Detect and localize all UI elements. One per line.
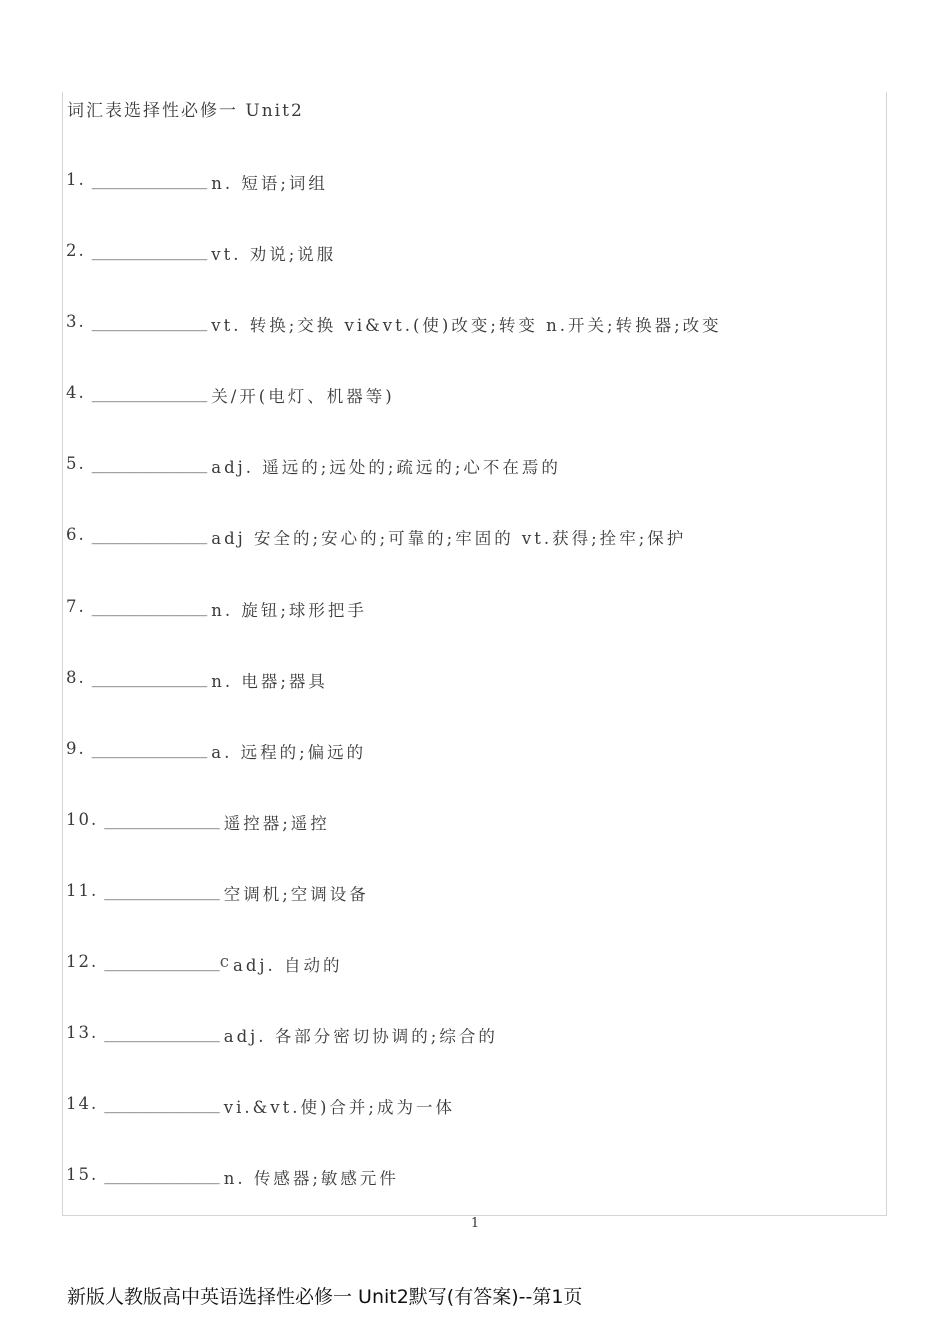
item-number: 9. (66, 738, 86, 758)
answer-blank: ______________ (91, 170, 208, 189)
answer-blank: ______________ (104, 1165, 220, 1185)
list-item (66, 952, 722, 1023)
list-item (66, 668, 722, 739)
vocab-list (66, 170, 722, 1236)
list-item (66, 739, 722, 810)
answer-blank: ______________ (104, 809, 220, 829)
item-number: 6. (66, 525, 86, 545)
answer-blank: ______________ (91, 454, 208, 474)
list-item (66, 881, 722, 952)
list-item (66, 454, 722, 525)
list-item (66, 1023, 722, 1094)
list-item (66, 597, 722, 668)
item-definition: n. 旋钮;球形把手 (211, 600, 367, 620)
list-item (66, 312, 722, 383)
answer-blank: ______________ (91, 312, 208, 332)
item-definition: vt. 劝说;说服 (211, 245, 337, 265)
answer-blank: ______________ (104, 880, 220, 900)
page-number: 1 (470, 1216, 480, 1231)
item-definition: n. 短语;词组 (211, 174, 328, 193)
answer-blank: ______________ (91, 667, 208, 687)
list-item (66, 241, 722, 312)
item-number: 13. (66, 1023, 99, 1043)
answer-blank: ______________ (91, 241, 208, 261)
item-definition: adj. 遥远的;远处的;疏远的;心不在焉的 (211, 458, 561, 478)
answer-blank: ______________ (104, 1094, 220, 1114)
item-definition: n. 电器;器具 (211, 671, 328, 691)
item-number: 10. (66, 809, 99, 829)
item-definition: vi.&vt.使)合并;成为一体 (223, 1098, 455, 1118)
item-number: 14. (66, 1094, 99, 1114)
list-item (66, 383, 722, 454)
item-number: 8. (66, 667, 86, 687)
item-definition: 空调机;空调设备 (223, 884, 369, 904)
item-number: 5. (66, 454, 86, 474)
item-definition: n. 传感器;敏感元件 (223, 1169, 399, 1189)
item-definition: 关/开(电灯、机器等) (211, 387, 395, 407)
item-number: 3. (66, 312, 86, 332)
list-item (66, 170, 722, 241)
list-item (66, 525, 722, 596)
item-number: 4. (66, 383, 86, 403)
item-number: 12. (66, 952, 99, 972)
answer-blank: ______________ (91, 525, 208, 545)
item-number: 11. (66, 880, 99, 900)
list-item (66, 1094, 722, 1165)
item-definition: 遥控器;遥控 (223, 813, 330, 833)
item-number: 15. (66, 1165, 99, 1185)
footer-title: 新版人教版高中英语选择性必修一 Unit2默写(有答案)--第1页 (67, 1286, 583, 1308)
answer-blank: ______________ (91, 738, 208, 758)
item-definition: vt. 转换;交换 vi&vt.(使)改变;转变 n.开关;转换器;改变 (211, 316, 722, 336)
item-definition: a. 远程的;偏远的 (211, 742, 367, 762)
answer-blank: ______________c (104, 952, 229, 972)
answer-blank: ______________ (104, 1023, 220, 1043)
item-definition: adj. 各部分密切协调的;综合的 (223, 1027, 498, 1047)
item-number: 2. (66, 241, 86, 261)
answer-blank: ______________ (91, 596, 208, 616)
answer-blank: ______________ (91, 383, 208, 403)
item-definition: adj 安全的;安心的;可靠的;牢固的 vt.获得;拴牢;保护 (211, 529, 687, 549)
item-definition: adj. 自动的 (233, 956, 343, 976)
document-title: 词汇表选择性必修一 Unit2 (67, 101, 304, 121)
item-number: 1. (66, 170, 86, 189)
item-number: 7. (66, 596, 86, 616)
list-item (66, 810, 722, 881)
